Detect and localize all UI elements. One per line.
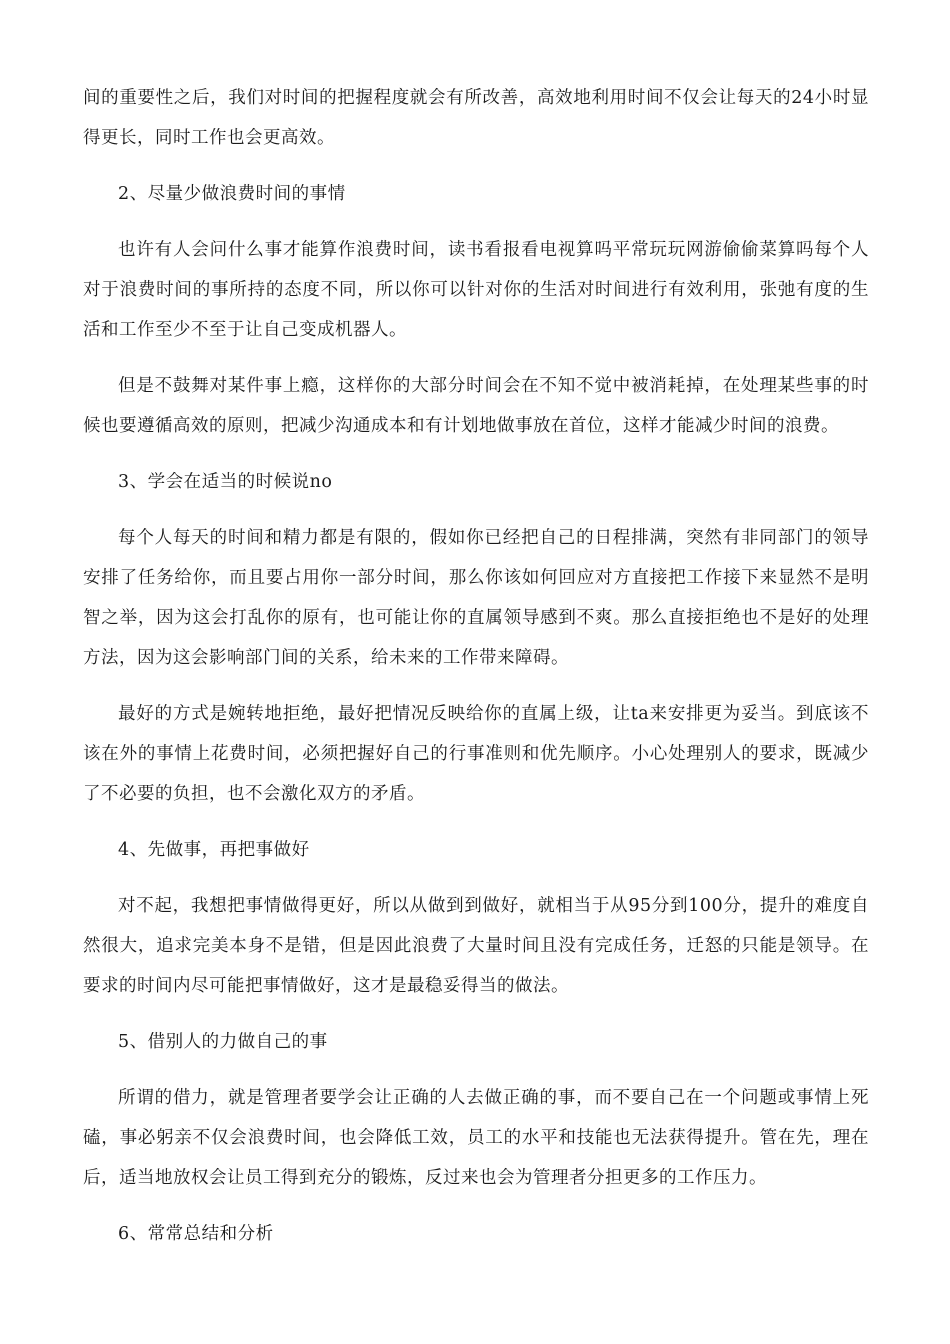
section-heading-4: 4、先做事，再把事做好	[118, 840, 310, 860]
section-heading-5: 5、借别人的力做自己的事	[118, 1032, 328, 1052]
section-heading-2: 2、尽量少做浪费时间的事情	[118, 184, 346, 204]
paragraph: 每个人每天的时间和精力都是有限的，假如你已经把自己的日程排满，突然有非同部门的领导安排了任务给你，而且要占用你一部分时间，那么你该如何回应对方直接把工作接下来显然不是明智之举，因为这会打乱你的原有，也可能让你的直属领导感到不爽。那么直接拒绝也不是好的处理方法，因为这会影响部门间的关系，给未来的工作带来障碍。	[83, 528, 869, 668]
paragraph: 也许有人会问什么事才能算作浪费时间，读书看报看电视算吗平常玩玩网游偷偷菜算吗每个人对于浪费时间的事所持的态度不同，所以你可以针对你的生活对时间进行有效利用，张弛有度的生活和工作至少不至于让自己变成机器人。	[83, 240, 869, 340]
document-page	[83, 78, 869, 1270]
section-heading-6: 6、常常总结和分析	[118, 1224, 274, 1244]
section-heading-3: 3、学会在适当的时候说no	[118, 472, 333, 492]
paragraph-intro-continued: 间的重要性之后，我们对时间的把握程度就会有所改善，高效地利用时间不仅会让每天的24小时显得更长，同时工作也会更高效。	[83, 88, 869, 148]
paragraph: 对不起，我想把事情做得更好，所以从做到到做好，就相当于从95分到100分，提升的难度自然很大，追求完美本身不是错，但是因此浪费了大量时间且没有完成任务，迁怒的只能是领导。在要求的时间内尽可能把事情做好，这才是最稳妥得当的做法。	[83, 896, 869, 996]
paragraph: 所谓的借力，就是管理者要学会让正确的人去做正确的事，而不要自己在一个问题或事情上死磕，事必躬亲不仅会浪费时间，也会降低工效，员工的水平和技能也无法获得提升。管在先，理在后，适当地放权会让员工得到充分的锻炼，反过来也会为管理者分担更多的工作压力。	[83, 1088, 869, 1188]
paragraph: 但是不鼓舞对某件事上瘾，这样你的大部分时间会在不知不觉中被消耗掉，在处理某些事的时候也要遵循高效的原则，把减少沟通成本和有计划地做事放在首位，这样才能减少时间的浪费。	[83, 376, 869, 436]
paragraph: 最好的方式是婉转地拒绝，最好把情况反映给你的直属上级，让ta来安排更为妥当。到底该不该在外的事情上花费时间，必须把握好自己的行事准则和优先顺序。小心处理别人的要求，既减少了不必要的负担，也不会激化双方的矛盾。	[83, 704, 869, 804]
